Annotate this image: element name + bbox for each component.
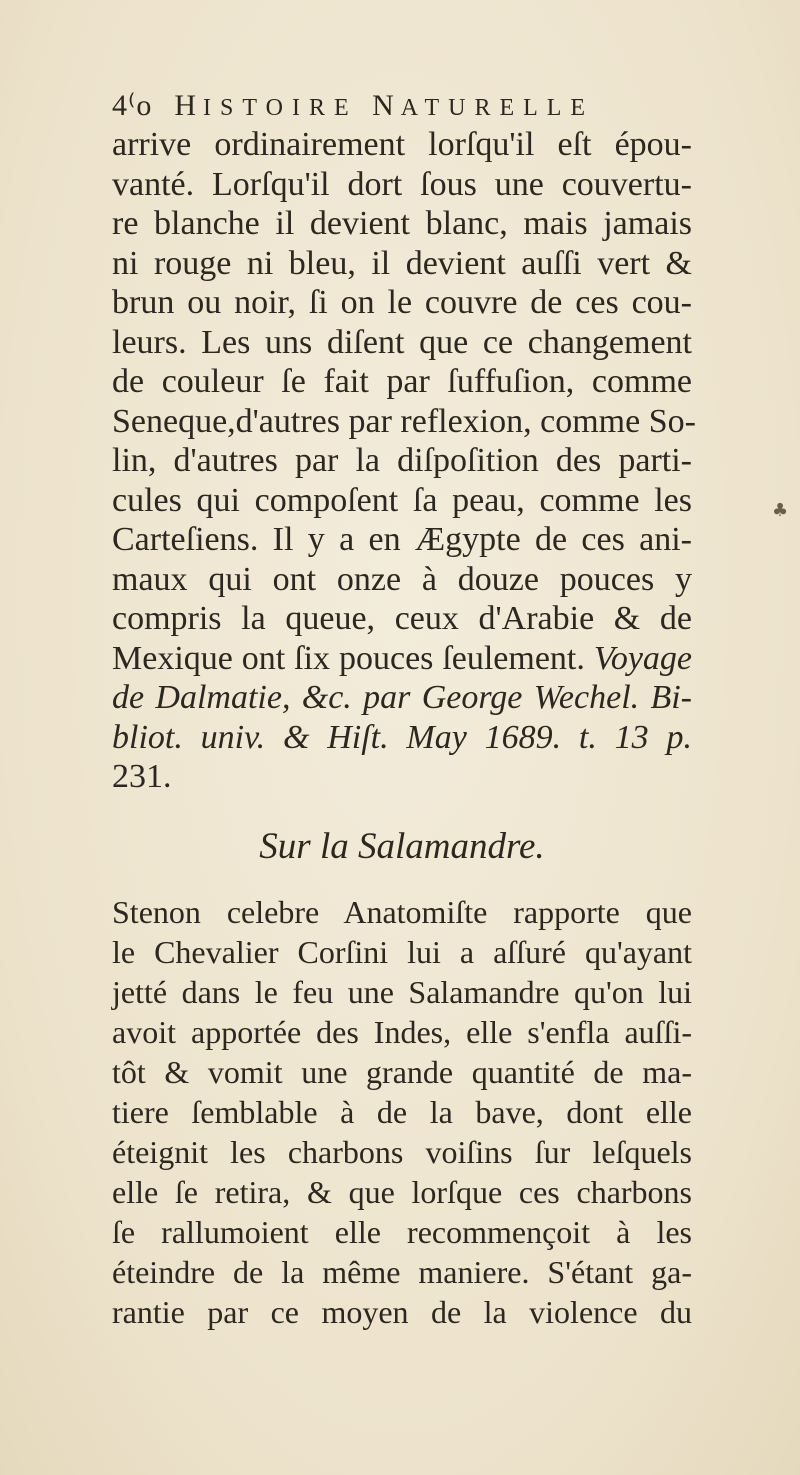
running-title bbox=[174, 89, 594, 123]
text-line: ſe rallumoient elle recommençoit à les bbox=[112, 1214, 692, 1250]
text-line-with-citation bbox=[112, 639, 692, 679]
text-line: leurs. Les uns diſent que ce changement bbox=[112, 323, 692, 361]
title-initial-n: N bbox=[372, 89, 401, 122]
margin-ornament-icon: ♣ bbox=[772, 500, 789, 521]
text-line: éteignit les charbons voiſins ſur leſquels bbox=[112, 1134, 692, 1170]
text-line: Carteſiens. Il y a en Ægypte de ces ani- bbox=[112, 521, 692, 558]
paragraph-salamander bbox=[112, 892, 692, 1332]
text-line: avoit apportée des Indes, elle s'enfla auſſi- bbox=[112, 1014, 692, 1050]
text-line: rantie par ce moyen de la violence du bbox=[112, 1294, 692, 1330]
text-line: elle ſe retira, & que lorſque ces charbons bbox=[112, 1174, 692, 1210]
title-initial-h: H bbox=[174, 89, 204, 122]
text-line: tôt & vomit une grande quantité de ma- bbox=[112, 1054, 692, 1090]
title-word-1: ISTOIRE bbox=[203, 95, 358, 121]
text-line: maux qui ont onze à douze pouces y bbox=[112, 560, 692, 598]
text-line: re blanche il devient blanc, mais jamais bbox=[112, 205, 692, 242]
citation-start: Voyage bbox=[593, 639, 693, 677]
title-word-2: ATURELLE bbox=[400, 95, 595, 121]
text-line: Mexique ont ſix pouces ſeulement. bbox=[112, 639, 585, 677]
text-line: éteindre de la même maniere. S'étant ga- bbox=[112, 1254, 692, 1290]
section-heading: Sur la Salamandre. bbox=[259, 826, 545, 867]
text-line: de couleur ſe fait par ſuffuſion, comme bbox=[112, 363, 692, 400]
citation-line: bliot. univ. & Hiſt. May 1689. t. 13 p. bbox=[112, 718, 692, 756]
citation-line: 231. bbox=[112, 758, 172, 795]
text-line: cules qui compoſent ſa peau, comme les bbox=[112, 481, 692, 519]
page-number: 4⁽o bbox=[112, 89, 153, 122]
text-line: le Chevalier Corſini lui a aſſuré qu'ayant bbox=[112, 934, 692, 970]
paragraph-chameleon bbox=[112, 125, 696, 797]
text-line: arrive ordinairement lorſqu'il eſt épou- bbox=[112, 126, 692, 163]
text-line: compris la queue, ceux d'Arabie & de bbox=[112, 600, 692, 637]
text-line: ni rouge ni bleu, il devient auſſi vert & bbox=[112, 244, 692, 282]
text-line: lin, d'autres par la diſpoſition des parti- bbox=[112, 442, 692, 479]
citation-line: de Dalmatie, &c. par George Wechel. Bi- bbox=[112, 679, 692, 716]
text-line: brun ou noir, ſi on le couvre de ces cou- bbox=[112, 284, 692, 321]
text-line: Stenon celebre Anatomiſte rapporte que bbox=[112, 894, 692, 930]
text-line: vanté. Lorſqu'il dort ſous une couvertu- bbox=[112, 165, 692, 203]
text-line: Seneque,d'autres par reflexion, comme So- bbox=[112, 402, 696, 440]
running-header bbox=[112, 88, 692, 123]
text-line: jetté dans le feu une Salamandre qu'on lui bbox=[112, 974, 692, 1010]
text-line: tiere ſemblable à de la bave, dont elle bbox=[112, 1094, 692, 1130]
